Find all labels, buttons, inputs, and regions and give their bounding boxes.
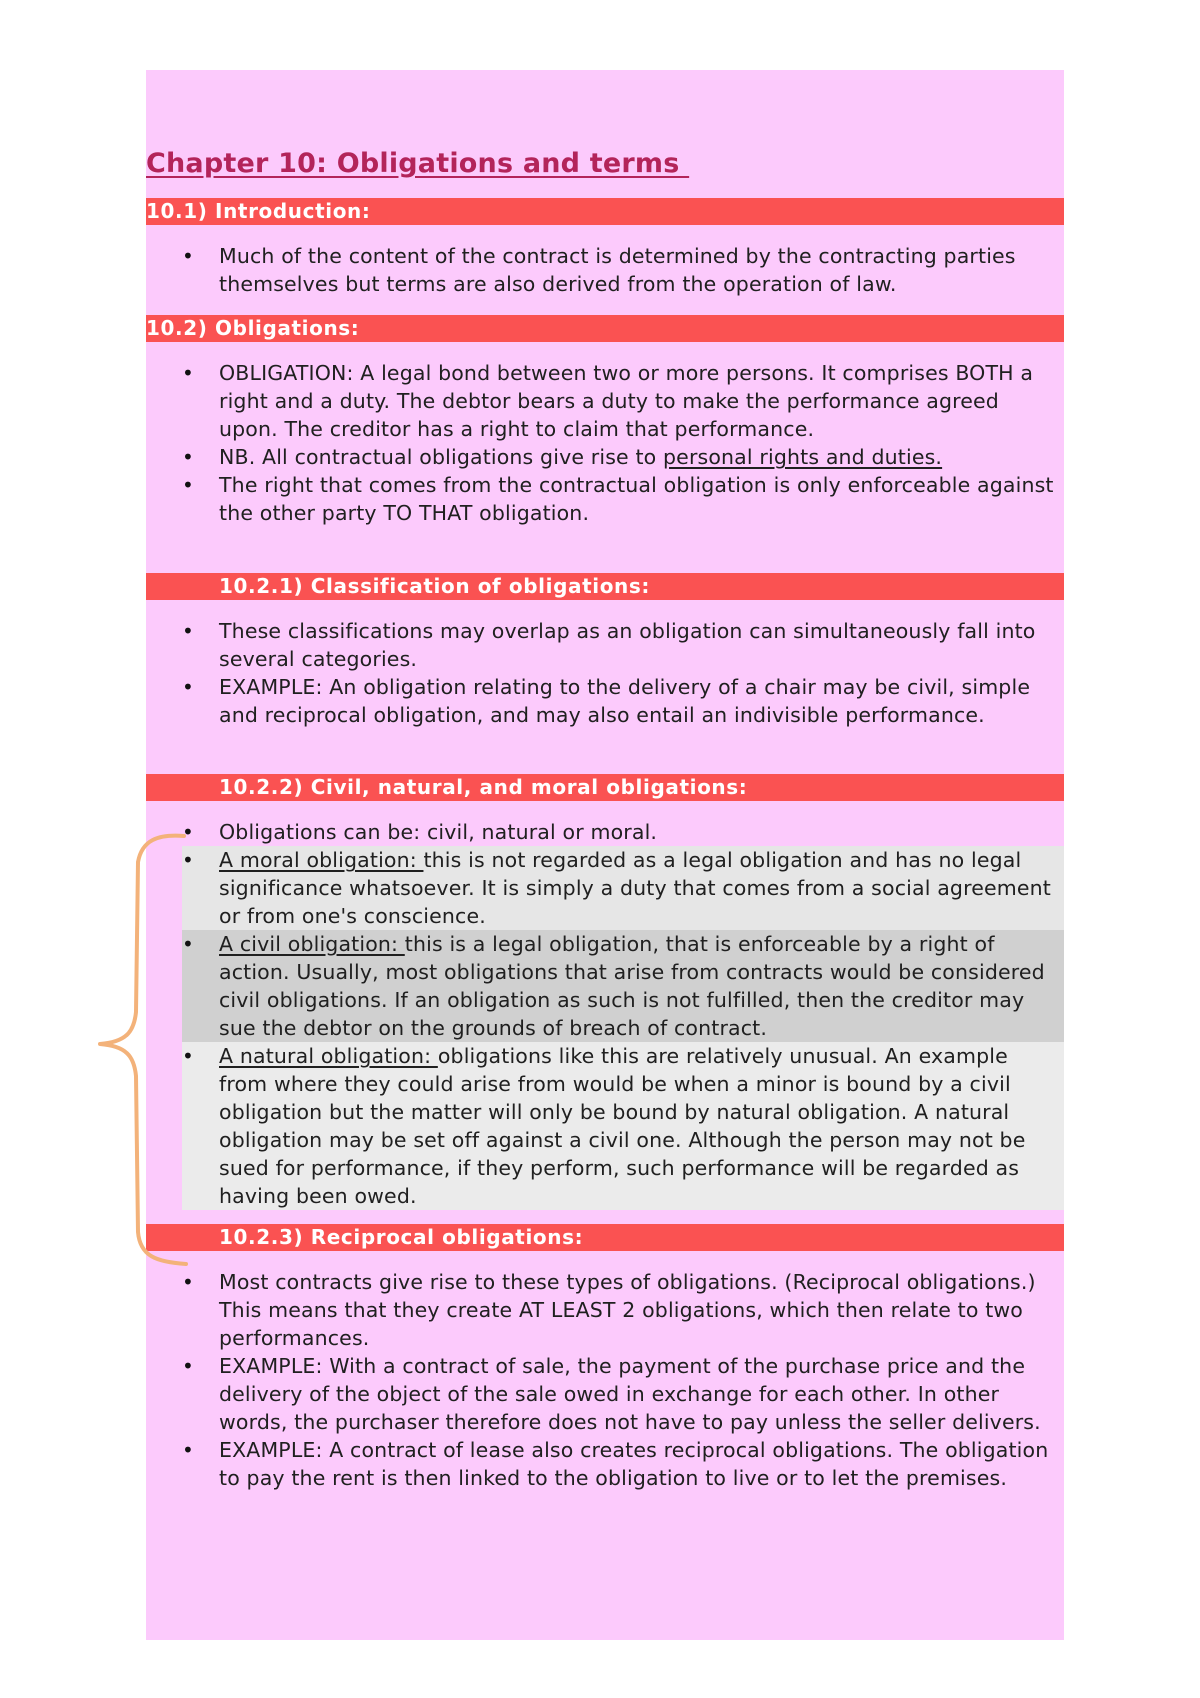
bullet-icon: • <box>182 848 194 872</box>
moral-obligation-label: A moral obligation: <box>219 848 424 872</box>
section-heading-reciprocal: 10.2.3) Reciprocal obligations: <box>146 1224 1064 1251</box>
civil-obligation-item: • A civil obligation: this is a legal obligation, that is enforceable by a right of action. Usually, most obligations that arise from contracts would be considered civil obligations. If an obligation as such is not fulfilled, then the creditor may sue the debtor on the grounds of breach of contract. <box>182 930 1064 1042</box>
chapter-title: Chapter 10: Obligations and terms <box>146 148 690 179</box>
bullet-icon: • <box>182 820 194 844</box>
list-item: • These classifications may overlap as an obligation can simultaneously fall into several categories. <box>182 619 1036 671</box>
reciprocal-list <box>146 1268 1064 1492</box>
introduction-list <box>146 242 1064 298</box>
section-heading-classification: 10.2.1) Classification of obligations: <box>146 573 1064 600</box>
natural-obligation-item: • A natural obligation: obligations like this are relatively unusual. An example from where they could arise from would be when a minor is bound by a civil obligation but the matter will only be bound by natural obligation. A natural obligation may be set off against a civil one. Although the person may not be sued for performance, if they perform, such performance will be regarded as having been owed. <box>182 1042 1064 1210</box>
classification-list <box>146 617 1064 729</box>
list-item: • Most contracts give rise to these types of obligations. (Reciprocal obligations.) This means that they create AT LEAST 2 obligations, which then relate to two performances. <box>182 1270 1036 1350</box>
list-item: • Obligations can be: civil, natural or moral. <box>182 820 658 844</box>
civil-natural-moral-list <box>146 818 1064 1210</box>
moral-obligation-item: • A moral obligation: this is not regarded as a legal obligation and has no legal significance whatsoever. It is simply a duty that comes from a social agreement or from one's conscience. <box>182 846 1064 930</box>
bullet-icon: • <box>182 361 194 385</box>
section-heading-civil-natural-moral: 10.2.2) Civil, natural, and moral obligations: <box>146 774 1064 801</box>
bullet-icon: • <box>182 1354 194 1378</box>
bullet-icon: • <box>182 932 194 956</box>
list-item: • EXAMPLE: With a contract of sale, the payment of the purchase price and the delivery of the object of the sale owed in exchange for each other. In other words, the purchaser therefore does not have to pay unless the seller delivers. <box>182 1354 1041 1434</box>
bullet-icon: • <box>182 1438 194 1462</box>
list-item: • Much of the content of the contract is determined by the contracting parties themselves but terms are also derived from the operation of law. <box>182 244 1016 296</box>
curly-brace-annotation <box>96 832 196 1272</box>
obligations-list <box>146 359 1064 527</box>
bullet-icon: • <box>182 675 194 699</box>
list-item: • EXAMPLE: A contract of lease also creates reciprocal obligations. The obligation to pay the rent is then linked to the obligation to live or to let the premises. <box>182 1438 1049 1490</box>
bullet-icon: • <box>182 244 194 268</box>
section-heading-introduction: 10.1) Introduction: <box>146 198 1064 225</box>
civil-obligation-label: A civil obligation: <box>219 932 405 956</box>
list-item: • NB. All contractual obligations give rise to personal rights and duties. <box>182 445 943 469</box>
list-item: • The right that comes from the contractual obligation is only enforceable against the other party TO THAT obligation. <box>182 473 1054 525</box>
document-page <box>146 70 1064 1640</box>
underlined-term: personal rights and duties. <box>663 445 943 469</box>
list-item: • EXAMPLE: An obligation relating to the delivery of a chair may be civil, simple and reciprocal obligation, and may also entail an indivisible performance. <box>182 675 1031 727</box>
list-item: • OBLIGATION: A legal bond between two or more persons. It comprises BOTH a right and a duty. The debtor bears a duty to make the performance agreed upon. The creditor has a right to claim that performance. <box>182 361 1034 441</box>
bullet-icon: • <box>182 1270 194 1294</box>
natural-obligation-label: A natural obligation: <box>219 1044 438 1068</box>
bullet-icon: • <box>182 473 194 497</box>
bullet-icon: • <box>182 445 194 469</box>
bullet-icon: • <box>182 619 194 643</box>
section-heading-obligations: 10.2) Obligations: <box>146 315 1064 342</box>
bullet-icon: • <box>182 1044 194 1068</box>
